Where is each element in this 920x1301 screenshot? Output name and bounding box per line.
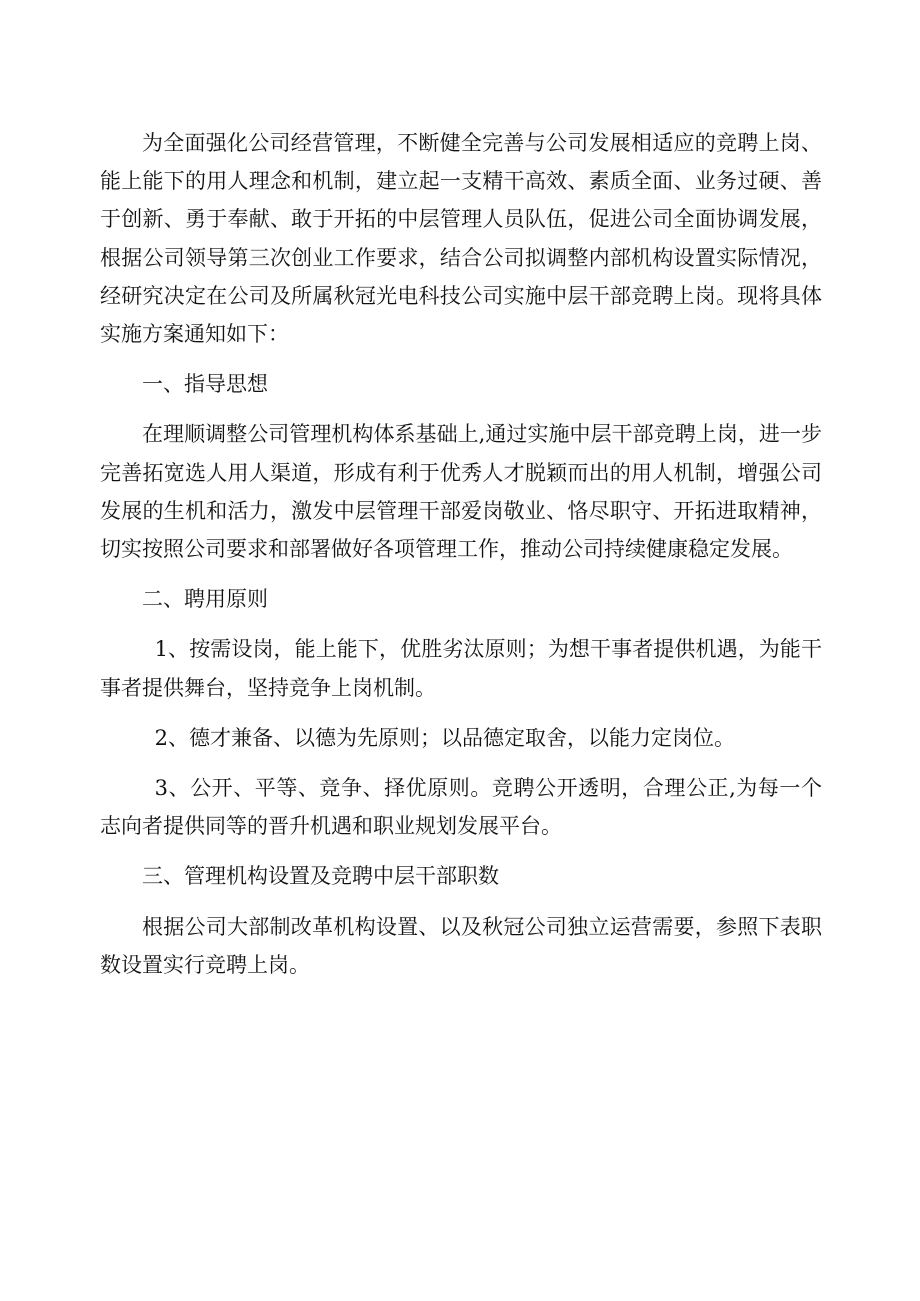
document-page <box>100 124 822 984</box>
section-heading-hiring-principles: 二、聘用原则 <box>142 587 268 612</box>
section-heading-org-setup: 三、管理机构设置及竞聘中层干部职数 <box>142 864 499 889</box>
principle-3-paragraph: 3、公开、平等、竞争、择优原则。竞聘公开透明，合理公正,为每一个志向者提供同等的晋升机遇和职业规划发展平台。 <box>100 776 822 839</box>
principle-1-paragraph: 1、按需设岗，能上能下，优胜劣汰原则；为想干事者提供机遇，为能干事者提供舞台，坚持竞争上岗机制。 <box>100 637 822 700</box>
intro-paragraph: 为全面强化公司经营管理，不断健全完善与公司发展相适应的竞聘上岗、能上能下的用人理念和机制，建立起一支精干高效、素质全面、业务过硬、善于创新、勇于奉献、敢于开拓的中层管理人员队伍，促进公司全面协调发展，根据公司领导第三次创业工作要求，结合公司拟调整内部机构设置实际情况，经研究决定在公司及所属秋冠光电科技公司实施中层干部竞聘上岗。现将具体实施方案通知如下： <box>100 131 822 347</box>
section-heading-guiding-ideology: 一、指导思想 <box>142 372 268 397</box>
org-setup-paragraph: 根据公司大部制改革机构设置、以及秋冠公司独立运营需要，参照下表职数设置实行竞聘上岗。 <box>100 914 822 977</box>
principle-2-paragraph: 2、德才兼备、以德为先原则；以品德定取舍，以能力定岗位。 <box>154 725 735 750</box>
guiding-ideology-paragraph: 在理顺调整公司管理机构体系基础上,通过实施中层干部竞聘上岗，进一步完善拓宽选人用人渠道，形成有利于优秀人才脱颖而出的用人机制，增强公司发展的生机和活力，激发中层管理干部爱岗敬业、恪尽职守、开拓进取精神，切实按照公司要求和部署做好各项管理工作，推动公司持续健康稳定发展。 <box>100 422 822 562</box>
